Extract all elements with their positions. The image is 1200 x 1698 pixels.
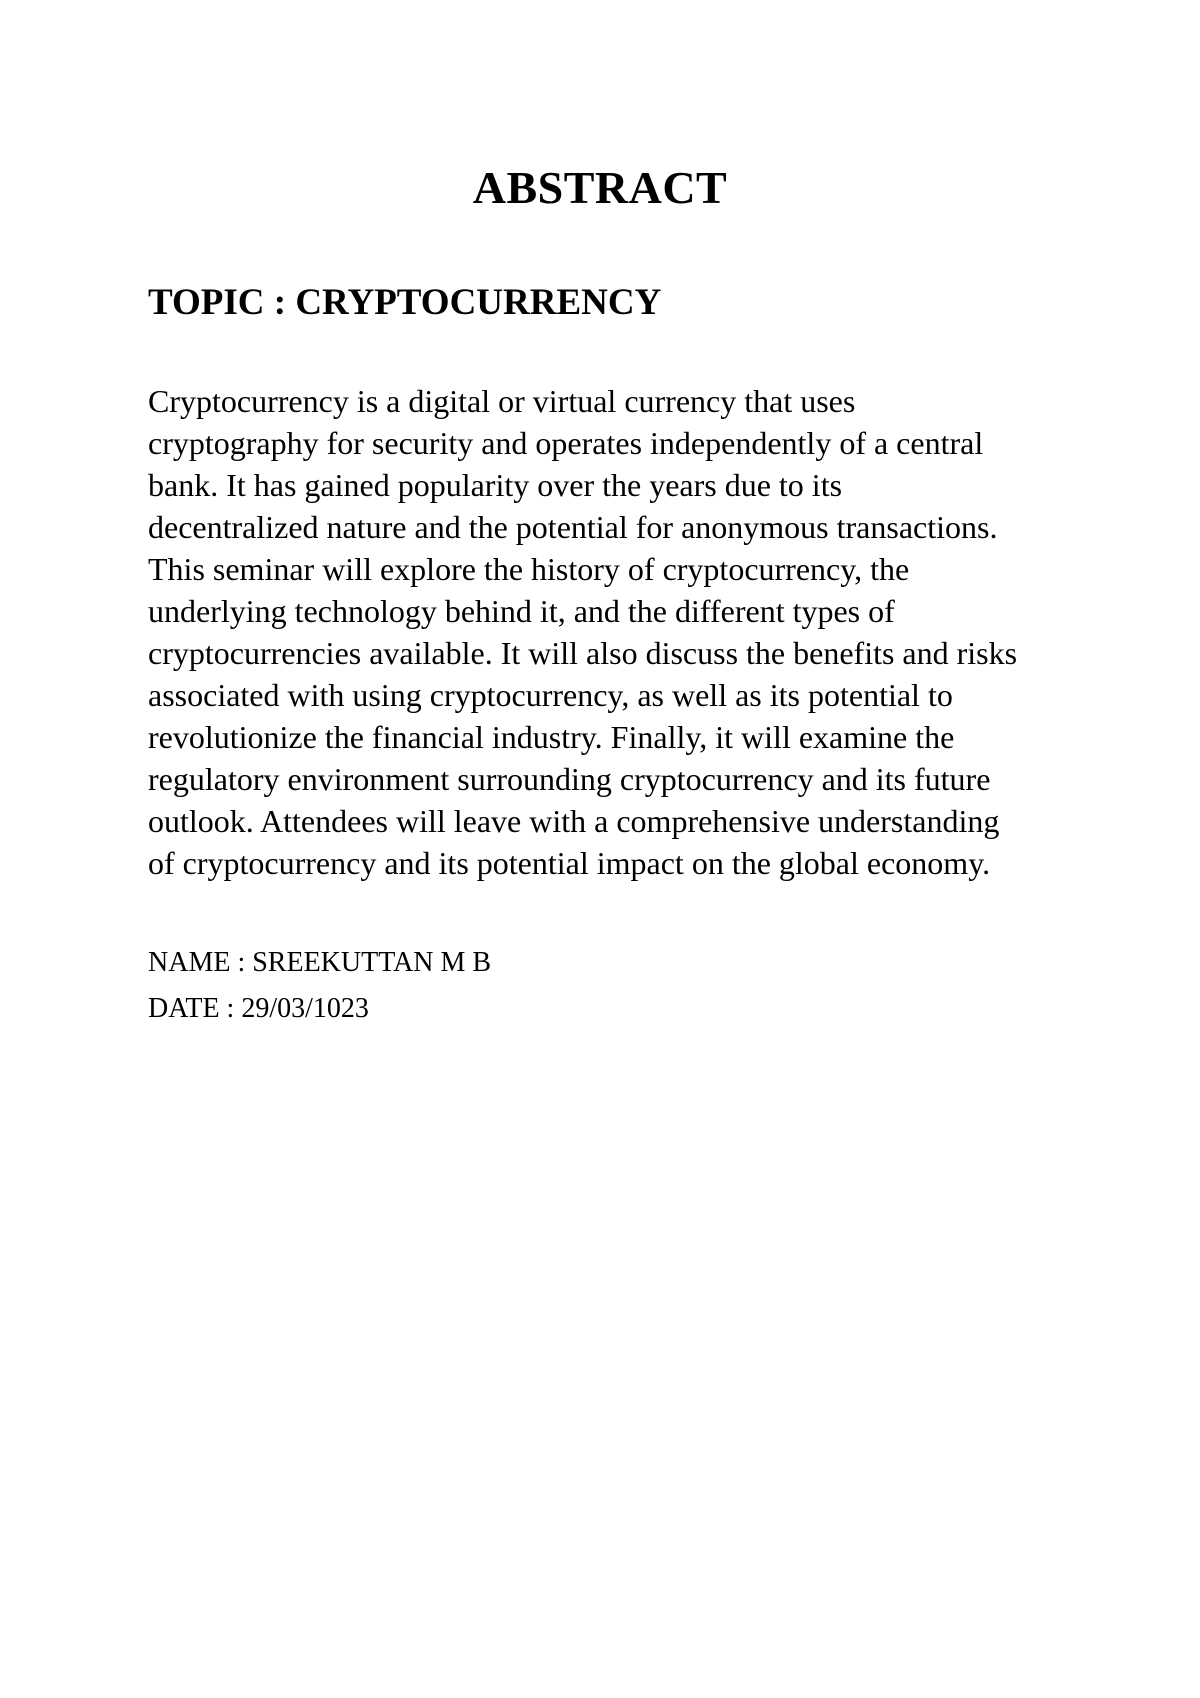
body-line: of cryptocurrency and its potential impact on the global economy. — [148, 845, 991, 881]
topic-heading: TOPIC : CRYPTOCURRENCY — [148, 282, 662, 323]
abstract-body — [148, 380, 1148, 884]
body-line: bank. It has gained popularity over the years due to its — [148, 467, 843, 503]
body-line: regulatory environment surrounding cryptocurrency and its future — [148, 761, 991, 797]
page-title: ABSTRACT — [472, 162, 728, 213]
body-line: This seminar will explore the history of cryptocurrency, the — [148, 551, 910, 587]
body-line: revolutionize the financial industry. Finally, it will examine the — [148, 719, 955, 755]
body-line: Cryptocurrency is a digital or virtual currency that uses — [148, 383, 856, 419]
body-line: underlying technology behind it, and the different types of — [148, 593, 895, 629]
author-name: NAME : SREEKUTTAN M B — [148, 947, 492, 978]
body-line: associated with using cryptocurrency, as well as its potential to — [148, 677, 953, 713]
body-line: cryptography for security and operates independently of a central — [148, 425, 984, 461]
document-date: DATE : 29/03/1023 — [148, 993, 369, 1024]
body-line: outlook. Attendees will leave with a comprehensive understanding — [148, 803, 1000, 839]
body-line: cryptocurrencies available. It will also discuss the benefits and risks — [148, 635, 1018, 671]
author-meta — [148, 940, 491, 1032]
body-line: decentralized nature and the potential for anonymous transactions. — [148, 509, 998, 545]
